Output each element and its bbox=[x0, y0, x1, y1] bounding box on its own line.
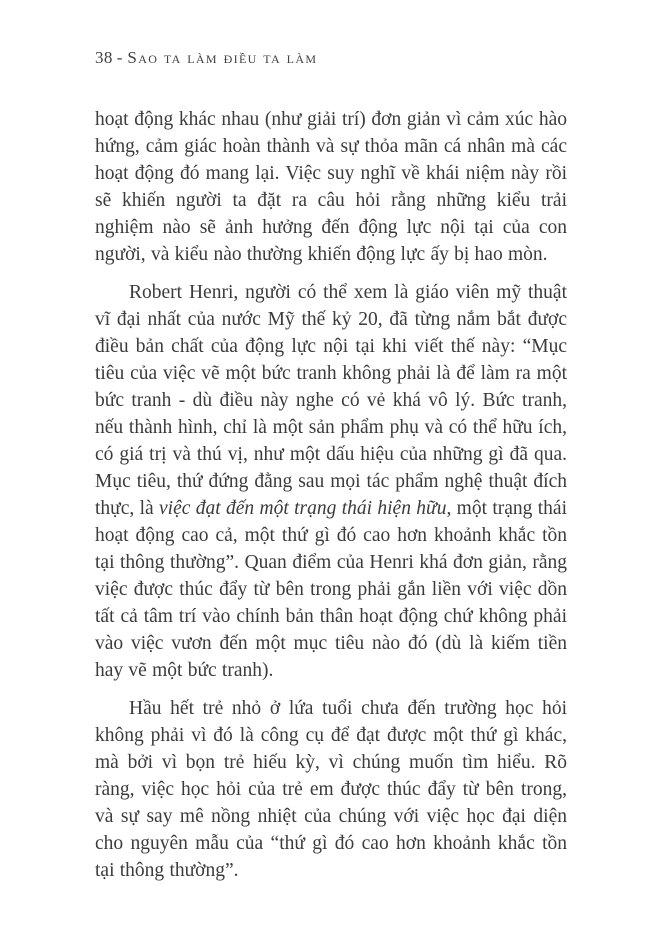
page-number: 38 bbox=[95, 48, 113, 67]
paragraph-2-text: Robert Henri, người có thể xem là giáo viên mỹ thuật vĩ đại nhất của nước Mỹ thế kỷ 20, đã từng nắm bắt được điều bản chất của động lực nội tại khi viết thế này: “Mục tiêu của việc vẽ một bức tranh không phải là để làm ra một bức tranh - dù điều này nghe có vẻ khá vô lý. Bức tranh, nếu thành hình, chỉ là một sản phẩm phụ và có thể hữu ích, có giá trị và thú vị, như một dấu hiệu của những gì đã qua. Mục tiêu, thứ đứng đằng sau mọi tác phẩm nghệ thuật đích thực, là bbox=[95, 282, 567, 519]
running-title: Sao ta làm điều ta làm bbox=[127, 48, 318, 67]
paragraph-3: Hầu hết trẻ nhỏ ở lứa tuổi chưa đến trường học hỏi không phải vì đó là công cụ để đạt được một thứ gì khác, mà bởi vì bọn trẻ hiếu kỳ, vì chúng muốn tìm hiểu. Rõ ràng, việc học hỏi của trẻ em được thúc đẩy từ bên trong, và sự say mê nồng nhiệt của chúng với việc học đại diện cho nguyên mẫu của “thứ gì đó cao hơn khoảnh khắc tồn tại thông thường”. bbox=[95, 698, 567, 881]
paragraph-2 bbox=[95, 279, 567, 684]
page-body bbox=[95, 106, 567, 884]
header-separator: - bbox=[116, 48, 124, 67]
paragraph-2-text-continued: , một trạng thái hoạt động cao cả, một thứ gì đó cao hơn khoảnh khắc tồn tại thông thường”. Quan điểm của Henri khá đơn giản, rằng việc được thúc đẩy từ bên trong phải gắn liền với việc dồn tất cả tâm trí vào chính bản thân hoạt động chứ không phải vào việc vươn đến một mục tiêu nào đó (dù là kiếm tiền hay vẽ một bức tranh). bbox=[95, 498, 567, 681]
paragraph-1: hoạt động khác nhau (như giải trí) đơn giản vì cảm xúc hào hứng, cảm giác hoàn thành và sự thỏa mãn cá nhân mà các hoạt động đó mang lại. Việc suy nghĩ về khái niệm này rồi sẽ khiến người ta đặt ra câu hỏi rằng những kiểu trải nghiệm nào sẽ ảnh hưởng đến động lực nội tại của con người, và kiểu nào thường khiến động lực ấy bị hao mòn. bbox=[95, 109, 567, 265]
paragraph-2-italic-phrase: việc đạt đến một trạng thái hiện hữu bbox=[159, 498, 447, 519]
page-header bbox=[95, 48, 566, 68]
